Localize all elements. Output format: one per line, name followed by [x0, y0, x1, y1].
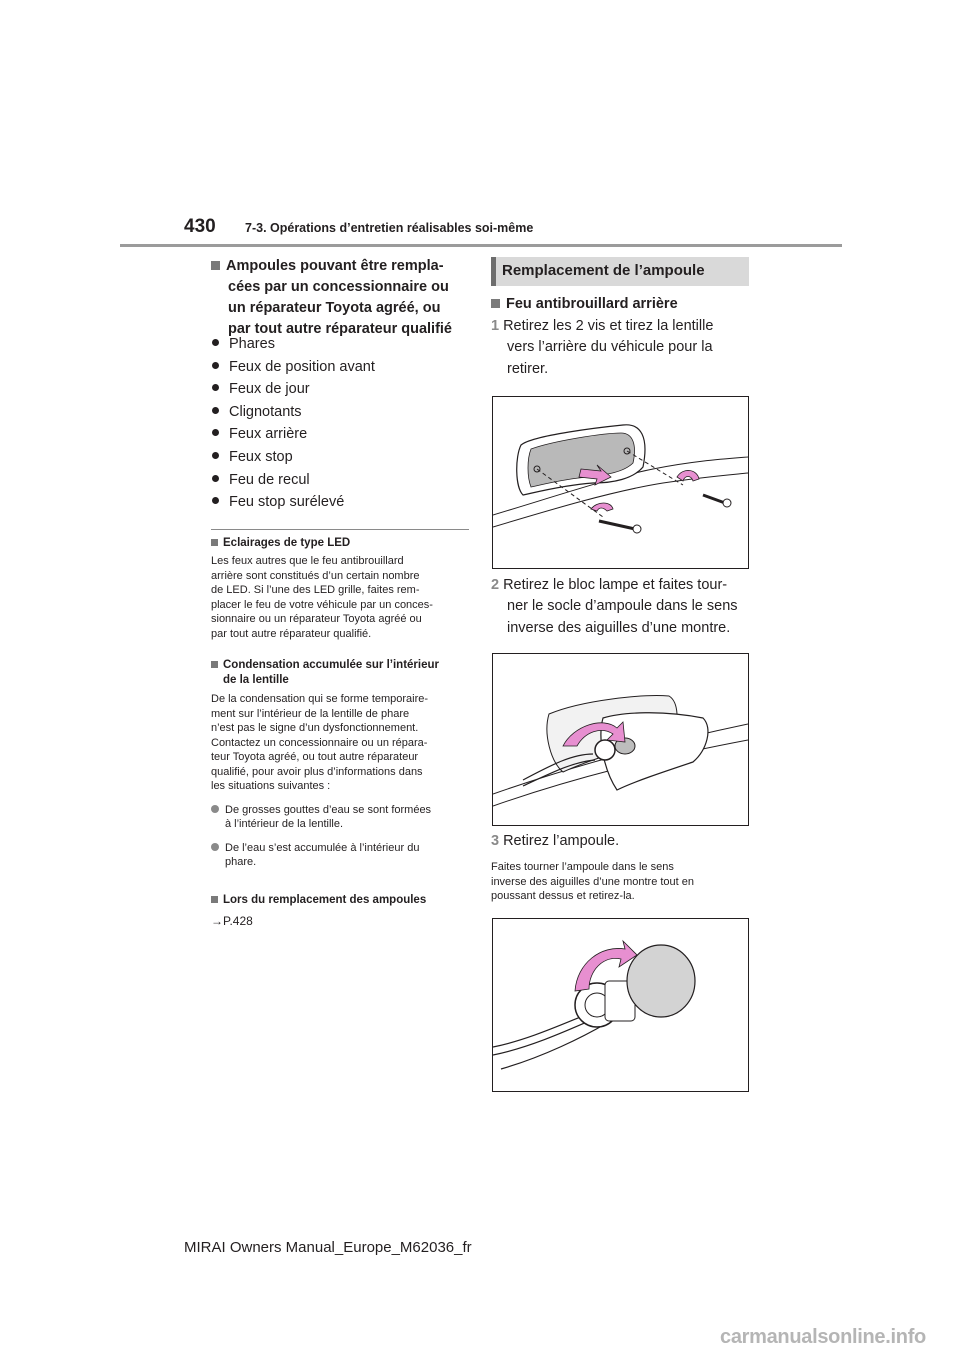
text-line: les situations suivantes : [211, 780, 331, 792]
text-line: Les feux autres que le feu antibrouillard [211, 555, 404, 567]
text-line: sionnaire ou un réparateur Toyota agréé ou [211, 613, 422, 625]
text-line: par tout autre réparateur qualifié. [211, 627, 372, 640]
list-item: Feux arrière [212, 423, 472, 446]
page-number: 430 [184, 216, 216, 237]
fog-lamp-lens-illustration [493, 397, 748, 568]
bulbs-heading [211, 256, 471, 340]
footer-manual-title: MIRAI Owners Manual_Europe_M62036_fr [184, 1239, 472, 1256]
condensation-title: de la lentille [223, 674, 289, 686]
subheading: Feu antibrouillard arrière [491, 294, 678, 315]
text-line: Faites tourner l’ampoule dans le sens [491, 861, 674, 873]
list-item: Clignotants [212, 401, 472, 424]
bullet-icon [212, 384, 219, 391]
text-line: ment sur l’intérieur de la lentille de phare [211, 707, 410, 720]
list-item: Feux stop [212, 446, 472, 469]
text-line: poussant dessus et retirez-la. [491, 890, 635, 902]
list-item: Feu de recul [212, 469, 472, 492]
text-line: inverse des aiguilles d’une montre tout en [491, 875, 695, 888]
bullet-icon [212, 339, 219, 346]
chapter-title: 7-3. Opérations d’entretien réalisables soi-même [245, 221, 534, 235]
section-title: Remplacement de l’ampoule [502, 262, 705, 279]
step-3-note [491, 860, 753, 904]
bullet-icon [211, 805, 219, 813]
text-line: de LED. Si l’une des LED grille, faites rem- [211, 584, 420, 596]
text-line: n’est pas le signe d’un dysfonctionnement. [211, 722, 419, 734]
led-note [211, 536, 473, 641]
figure-bulb-removal [492, 918, 749, 1092]
step-number: 3 [491, 833, 500, 849]
text-line: Contactez un concessionnaire ou un répara- [211, 736, 428, 749]
bulb-list [212, 333, 472, 514]
step-number: 2 [491, 577, 500, 593]
bulb-removal-illustration [493, 919, 748, 1091]
list-item: Feux de position avant [212, 356, 472, 379]
bullet-icon [212, 475, 219, 482]
lamp-unit-illustration [493, 654, 748, 825]
rotate-arrow-icon [591, 503, 613, 511]
figure-lamp-unit [492, 653, 749, 826]
led-title: Eclairages de type LED [223, 537, 351, 549]
figure-fog-lamp-lens [492, 396, 749, 569]
section-divider [211, 529, 469, 530]
square-bullet-icon [211, 539, 218, 546]
square-bullet-icon [211, 661, 218, 668]
bullet-icon [212, 452, 219, 459]
bullet-icon [212, 429, 219, 436]
list-item: Feu stop surélevé [212, 491, 472, 514]
heading-line: un réparateur Toyota agréé, ou [228, 300, 441, 316]
step-2: 2 Retirez le bloc lampe et faites tour- ner le socle d’ampoule dans le sens inverse des aiguilles d’une montre. [491, 577, 738, 636]
text-line: arrière sont constitués d’un certain nombre [211, 569, 420, 582]
text-line: teur Toyota agréé, ou tout autre réparateur [211, 751, 419, 763]
bullet-icon [212, 497, 219, 504]
bullet-icon [211, 843, 219, 851]
heading-line: par tout autre réparateur qualifié [228, 321, 452, 337]
square-bullet-icon [211, 261, 220, 270]
step-3: 3 Retirez l’ampoule. [491, 833, 620, 849]
watermark-text: carmanualsonline.info [720, 1326, 926, 1348]
condensation-note [211, 658, 473, 870]
replacement-note [211, 893, 473, 929]
condensation-title: Condensation accumulée sur l’intérieur [223, 659, 439, 671]
square-bullet-icon [211, 896, 218, 903]
bullet-icon [212, 407, 219, 414]
replacement-title: Lors du remplacement des ampoules [223, 894, 427, 906]
list-item: De grosses gouttes d’eau se sont formées à l’intérieur de la lentille. [211, 803, 473, 832]
header-rule [120, 244, 842, 247]
step-1: 1 Retirez les 2 vis et tirez la lentille vers l’arrière du véhicule pour la retirer. [491, 318, 714, 377]
text-line: placer le feu de votre véhicule par un conces- [211, 598, 433, 611]
list-item: De l’eau s’est accumulée à l’intérieur du phare. [211, 841, 473, 870]
text-line: De la condensation qui se forme temporaire- [211, 693, 429, 705]
step-number: 1 [491, 318, 500, 334]
bullet-icon [212, 362, 219, 369]
text-line: qualifié, pour avoir plus d’informations dans [211, 765, 423, 778]
page-reference-link[interactable]: →P.428 [211, 914, 253, 928]
heading-line: cées par un concessionnaire ou [228, 279, 449, 295]
square-bullet-icon [491, 299, 500, 308]
heading-line: Ampoules pouvant être rempla- [226, 258, 444, 274]
list-item: Phares [212, 333, 472, 356]
list-item: Feux de jour [212, 378, 472, 401]
